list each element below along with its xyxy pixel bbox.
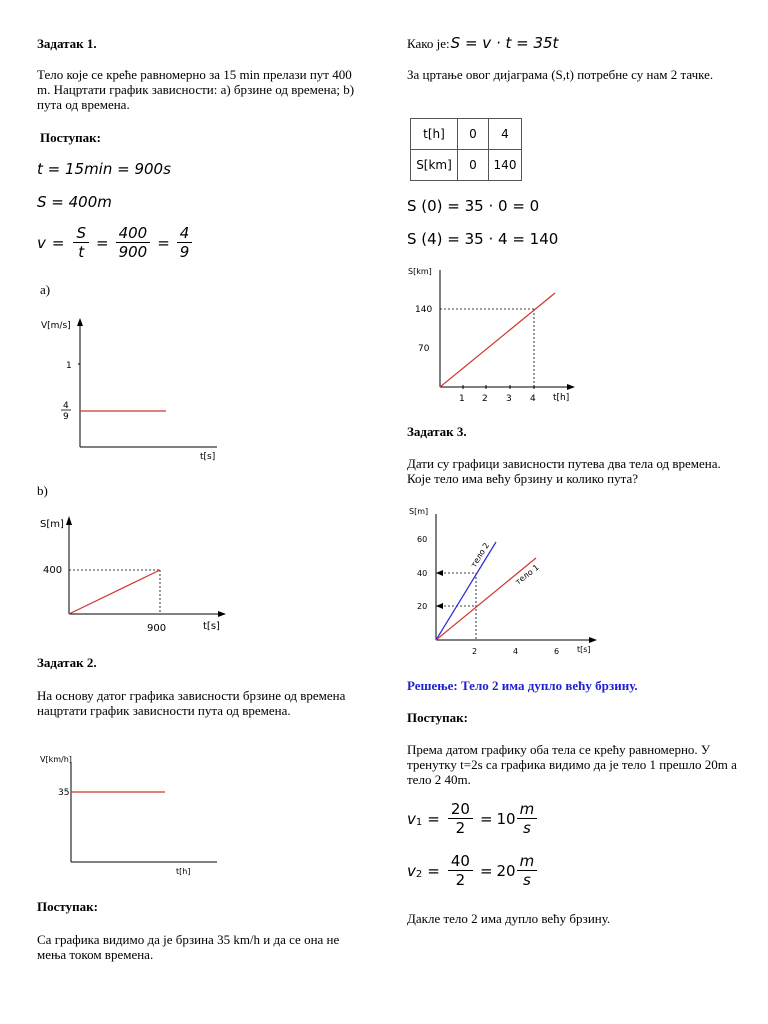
fraction-numerator: S [73, 224, 89, 243]
series-label-body2: тело 2 [469, 541, 492, 570]
table-row [411, 119, 522, 150]
equation-distance: S = 400m [37, 193, 112, 211]
fraction-4-over-9 [177, 224, 193, 261]
fraction-400-over-900 [116, 224, 151, 261]
equals-sign: = [479, 809, 493, 828]
equation-v2 [407, 852, 540, 889]
unit-numerator: m [517, 852, 538, 871]
task3-text: Дати су графици зависности путева два тела од времена. Које тело има већу брзину и колико пута? [407, 456, 721, 486]
values-table [410, 118, 522, 181]
unit-numerator: m [517, 800, 538, 819]
result-value: 10 [496, 809, 516, 828]
procedure3-text: Према датом графику оба тела се крећу равномерно. У тренутку t=2s са графика видимо да је тело 1 прешло 20m а тело 2 40m. [407, 742, 737, 787]
equation-v1 [407, 800, 540, 837]
table-cell: 0 [458, 150, 489, 181]
x-tick-2: 2 [472, 647, 478, 656]
procedure3-title: Поступак: [407, 710, 468, 725]
y-tick-20: 20 [417, 602, 428, 611]
x-tick-3: 3 [506, 394, 512, 404]
subscript: 2 [415, 869, 423, 880]
kako-prefix: Како је: [407, 36, 450, 51]
y-tick-140: 140 [415, 305, 433, 315]
y-axis-label: S[m] [40, 519, 64, 530]
equation-s0: S (0) = 35 · 0 = 0 [407, 197, 540, 215]
conclusion-text: Дакле тело 2 има дупло већу брзину. [407, 911, 611, 926]
unit-denominator: s [523, 871, 531, 889]
table-row [411, 150, 522, 181]
series-line-body2 [436, 542, 496, 640]
y-axis-label: S[km] [408, 267, 432, 276]
y-tick-60: 60 [417, 535, 428, 544]
y-tick-400: 400 [43, 565, 63, 576]
velocity-symbol: v [407, 861, 416, 880]
distance-line [69, 570, 160, 614]
solution-text: Решење: Тело 2 има дупло већу брзину. [407, 678, 638, 693]
tick-label-4-9-num: 4 [63, 401, 69, 411]
fraction-denominator: 900 [118, 243, 148, 261]
equation-velocity [37, 224, 195, 261]
fraction-numerator: 20 [448, 800, 473, 819]
fraction-40-over-2 [448, 852, 473, 889]
kako-equation: S = v · t = 35t [450, 34, 559, 52]
task2-text: На основу датог графика зависности брзине од времена нацртати график зависности пута од времена. [37, 688, 346, 718]
x-tick-900: 900 [147, 623, 167, 634]
equals-sign: = [479, 861, 493, 880]
fraction-numerator: 4 [177, 224, 193, 243]
procedure1-title: Поступак: [40, 130, 101, 145]
equals-sign: = [96, 233, 109, 252]
subscript: 1 [415, 817, 423, 828]
procedure2-text: Са графика видимо да је брзина 35 km/h и да се она не мења током времена. [37, 932, 340, 962]
y-axis-label: V[m/s] [41, 321, 71, 331]
series-line-body1 [436, 558, 536, 640]
fraction-20-over-2 [448, 800, 473, 837]
tick-label-1: 1 [66, 361, 72, 371]
unit-denominator: s [523, 819, 531, 837]
x-tick-4: 4 [513, 647, 519, 656]
x-axis-arrow-icon [589, 637, 597, 643]
equals-sign: = [427, 809, 440, 828]
equals-sign: = [157, 233, 170, 252]
label-b: b) [37, 483, 48, 498]
fraction-numerator: 400 [116, 224, 151, 243]
fraction-denominator: 2 [455, 871, 466, 889]
x-tick-2: 2 [482, 394, 488, 404]
procedure2-title: Поступак: [37, 899, 98, 914]
x-axis-arrow-icon [567, 384, 575, 390]
result-value: 20 [496, 861, 516, 880]
equals-sign: = [51, 233, 65, 252]
series-label-body1: тело 1 [513, 562, 541, 587]
chart-velocity-kmh [35, 750, 235, 880]
fraction-denominator: t [78, 243, 85, 261]
y-tick-40: 40 [417, 569, 428, 578]
label-a: a) [40, 282, 51, 297]
x-tick-4: 4 [530, 394, 536, 404]
unit-fraction [517, 852, 538, 889]
guide-arrow-icon [436, 570, 443, 576]
y-tick-70: 70 [418, 344, 430, 354]
y-axis-label: V[km/h] [40, 755, 72, 764]
equation-s4: S (4) = 35 · 4 = 140 [407, 230, 559, 248]
x-axis-label: t[s] [577, 645, 591, 654]
table-cell: t[h] [411, 119, 458, 150]
x-axis-label: t[h] [553, 393, 570, 403]
fraction-numerator: 40 [448, 852, 473, 871]
tick-label-4-9-den: 9 [63, 412, 69, 422]
x-axis-label: t[h] [176, 867, 191, 876]
task3-title: Задатак 3. [407, 424, 467, 439]
fraction-denominator: 9 [179, 243, 190, 261]
equation-time: t = 15min = 900s [37, 160, 171, 178]
y-axis-arrow-icon [77, 318, 83, 326]
table-cell: 4 [489, 119, 522, 150]
x-tick-1: 1 [459, 394, 465, 404]
distance-line [440, 293, 555, 387]
fraction-denominator: 2 [455, 819, 466, 837]
need-text: За цртање овог дијаграма (S,t) потребне су нам 2 тачке. [407, 67, 714, 82]
velocity-symbol: v [37, 233, 46, 252]
chart-two-bodies [405, 500, 600, 660]
x-tick-6: 6 [554, 647, 560, 656]
table-cell: 140 [489, 150, 522, 181]
equals-sign: = [427, 861, 440, 880]
y-axis-arrow-icon [66, 516, 72, 525]
x-axis-arrow-icon [218, 611, 226, 617]
task2-title: Задатак 2. [37, 655, 97, 670]
velocity-symbol: v [407, 809, 416, 828]
chart-distance-time [35, 512, 235, 637]
table-cell: S[km] [411, 150, 458, 181]
task1-text: Тело које се креће равномерно за 15 min прелази пут 400 m. Нацртати график зависности: а) брзине од времена; b) пута од времена. [37, 67, 355, 112]
task1-title: Задатак 1. [37, 36, 97, 51]
unit-fraction [517, 800, 538, 837]
chart-distance-km [405, 262, 585, 412]
y-axis-label: S[m] [409, 507, 429, 516]
chart-velocity-time [35, 312, 235, 467]
fraction-s-over-t [73, 224, 89, 261]
table-cell: 0 [458, 119, 489, 150]
x-axis-label: t[s] [200, 452, 216, 462]
kako-line [407, 36, 558, 51]
x-ticks [459, 385, 536, 404]
x-axis-label: t[s] [203, 621, 220, 632]
guide-arrow-icon [436, 603, 443, 609]
y-tick-35: 35 [58, 788, 70, 798]
